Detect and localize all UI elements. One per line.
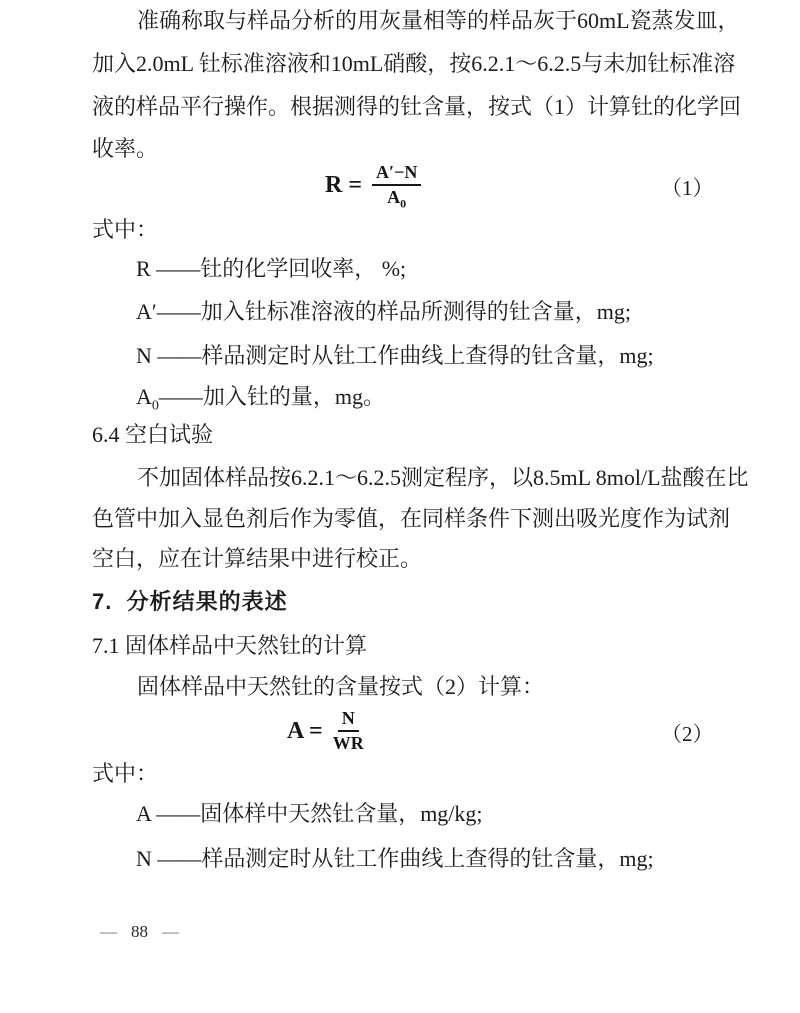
formula-recovery-rate [325, 162, 421, 211]
definition-R: R ——钍的化学回收率， %; [136, 256, 407, 281]
section-heading-7: 7. 分析结果的表述 [92, 589, 288, 614]
page-number: 88 [131, 922, 148, 941]
definition-N: N ——样品测定时从钍工作曲线上查得的钍含量，mg; [136, 343, 654, 368]
para1-line2: 加入2.0mL 钍标准溶液和10mL硝酸，按6.2.1～6.2.5与未加钍标准溶 [92, 51, 736, 76]
formula-thorium-content [287, 708, 364, 754]
formula1-lhs: R = [325, 171, 363, 198]
formula1-fraction [372, 162, 421, 211]
formula1-denominator: $A_0$ [387, 187, 407, 211]
section-heading-6-4: 6.4 空白试验 [92, 422, 214, 447]
definition-A-prime: A′——加入钍标准溶液的样品所测得的钍含量，mg; [136, 299, 631, 324]
para2-line3: 空白，应在计算结果中进行校正。 [92, 546, 423, 571]
footer-right-dash: — [162, 922, 179, 941]
formula2-lhs: A = [287, 717, 323, 744]
para3-line1: 固体样品中天然钍的含量按式（2）计算： [137, 674, 545, 699]
footer-left-dash: — [100, 922, 117, 941]
definition-A: A ——固体样中天然钍含量，mg/kg; [136, 801, 483, 826]
para1-line1: 准确称取与样品分析的用灰量相等的样品灰于60mL瓷蒸发皿， [137, 8, 740, 33]
definition-A0: $A_0——$加入钍的量，mg。 [136, 384, 386, 414]
formula2-numerator: N [338, 708, 359, 732]
para2-line2: 色管中加入显色剂后作为零值，在同样条件下测出吸光度作为试剂 [92, 506, 731, 531]
section-heading-7-1: 7.1 固体样品中天然钍的计算 [92, 633, 368, 658]
formula2-denominator: WR [332, 733, 364, 753]
para1-line4: 收率。 [92, 136, 159, 161]
formula2-fraction [333, 708, 364, 754]
equation-number-1: （1） [661, 176, 714, 200]
definition-N2: N ——样品测定时从钍工作曲线上查得的钍含量，mg; [136, 846, 654, 871]
para1-line3: 液的样品平行操作。根据测得的钍含量，按式（1）计算钍的化学回 [92, 94, 742, 119]
equation-number-2: （2） [661, 722, 714, 746]
para2-line1: 不加固体样品按6.2.1～6.2.5测定程序，以8.5mL 8mol/L盐酸在比 [137, 465, 749, 490]
where-label-2: 式中： [92, 761, 159, 786]
formula1-numerator: A′−N [372, 162, 421, 186]
where-label-1: 式中： [92, 217, 159, 242]
page-footer [100, 922, 179, 942]
